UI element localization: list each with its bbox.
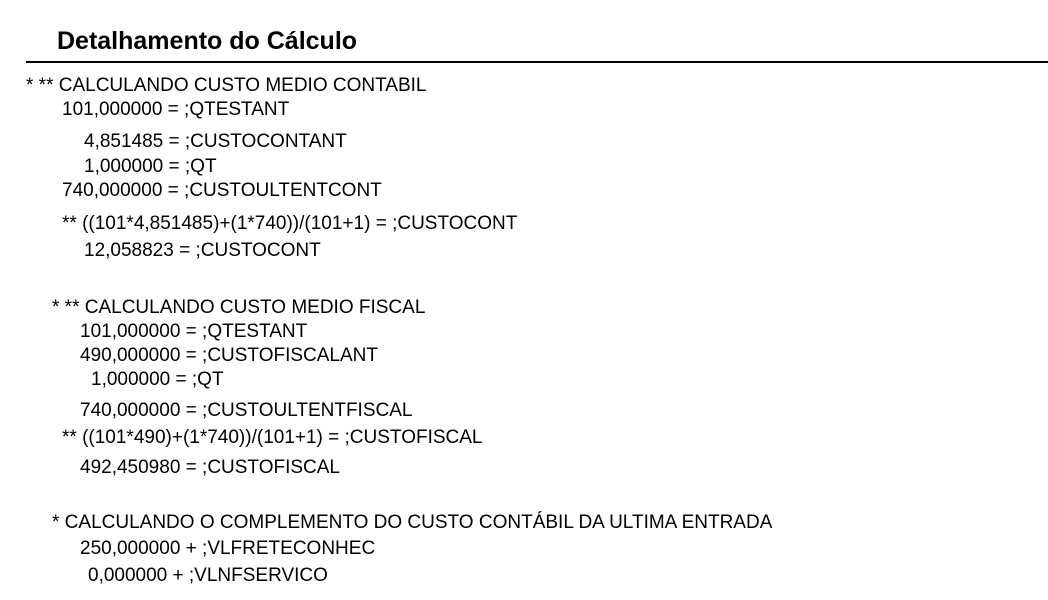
calc-line: * ** CALCULANDO CUSTO MEDIO CONTABIL	[26, 75, 427, 96]
calc-line: 1,000000 = ;QT	[91, 369, 224, 390]
calc-line: 0,000000 + ;VLNFSERVICO	[88, 565, 328, 586]
calc-line: 101,000000 = ;QTESTANT	[80, 321, 308, 342]
document-title: Detalhamento do Cálculo	[57, 27, 358, 55]
title-rule	[26, 61, 1048, 63]
calc-line: 12,058823 = ;CUSTOCONT	[84, 240, 321, 261]
calc-line: ** ((101*4,851485)+(1*740))/(101+1) = ;CUSTOCONT	[62, 213, 518, 234]
calc-line: * ** CALCULANDO CUSTO MEDIO FISCAL	[52, 297, 426, 318]
calc-line: 4,851485 = ;CUSTOCONTANT	[84, 131, 347, 152]
calc-line: 1,000000 = ;QT	[84, 156, 217, 177]
calc-line: * CALCULANDO O COMPLEMENTO DO CUSTO CONTÁBIL DA ULTIMA ENTRADA	[52, 512, 773, 533]
calc-line: ** ((101*490)+(1*740))/(101+1) = ;CUSTOFISCAL	[62, 427, 483, 448]
calc-line: 492,450980 = ;CUSTOFISCAL	[80, 457, 340, 478]
calc-line: 490,000000 = ;CUSTOFISCALANT	[80, 345, 378, 366]
calc-line: 250,000000 + ;VLFRETECONHEC	[80, 538, 376, 559]
calc-line: 740,000000 = ;CUSTOULTENTFISCAL	[80, 400, 413, 421]
calc-line: 101,000000 = ;QTESTANT	[62, 99, 290, 120]
calc-line: 740,000000 = ;CUSTOULTENTCONT	[62, 180, 382, 201]
